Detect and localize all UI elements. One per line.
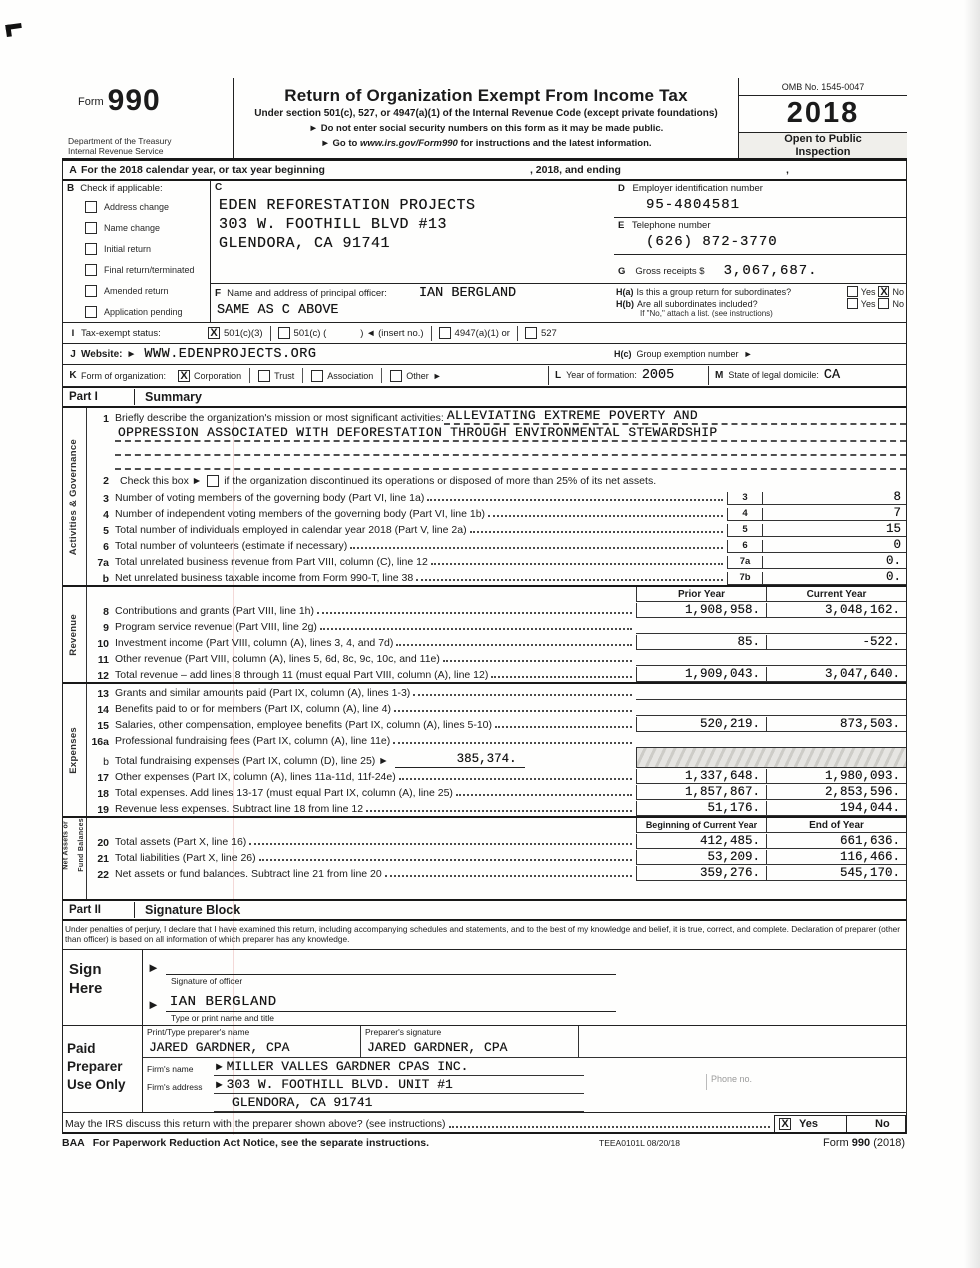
baa-label: BAA <box>62 1136 85 1149</box>
current-year-value <box>766 715 906 716</box>
current-year-value <box>766 665 906 666</box>
line-number: 21 <box>97 853 109 866</box>
part-i-title: Summary <box>145 390 202 405</box>
discontinued-checkbox[interactable] <box>207 475 219 487</box>
line-text: Total number of volunteers (estimate if necessary) <box>115 540 348 553</box>
line-number: 3 <box>103 493 109 506</box>
summary-row <box>89 849 906 865</box>
dotted-leader <box>385 875 632 877</box>
part-ii-bar <box>63 899 906 921</box>
line-value: 0. <box>763 570 906 585</box>
prior-year-value: 1,337,648. <box>636 769 766 784</box>
legal-domicile: CA <box>823 368 841 384</box>
summary-row <box>89 700 906 716</box>
dotted-leader <box>470 531 723 533</box>
dotted-leader <box>427 499 723 501</box>
prior-year-value: 1,909,043. <box>636 667 766 682</box>
line-number: 17 <box>97 772 109 785</box>
mission-text-2: OPPRESSION ASSOCIATED WITH DEFORESTATION THROUGH ENVIRONMENTAL STEWARDSHIP <box>115 425 906 442</box>
summary-row <box>89 650 906 666</box>
line-2-discontinued: 2 Check this box ► if the organization discontinued its operations or disposed of more than 25% of its net assets. <box>103 474 657 487</box>
status-checkbox[interactable] <box>85 243 97 255</box>
year-column-headers: Prior Year Current Year <box>89 587 906 602</box>
prior-year-value: 85. <box>636 635 766 650</box>
dotted-leader <box>350 547 723 549</box>
line-text: Revenue less expenses. Subtract line 18 from line 12 <box>115 803 364 816</box>
ein-value: 95-4804581 <box>646 197 741 214</box>
line-text: Salaries, other compensation, employee benefits (Part IX, column (A), lines 5-10) <box>115 719 493 732</box>
line-number: 18 <box>97 788 109 801</box>
checkbox-label: Final return/terminated <box>104 264 195 275</box>
dotted-leader <box>366 810 632 812</box>
line-number: 15 <box>97 720 109 733</box>
prior-year-value: 1,908,958. <box>636 603 766 618</box>
dotted-leader <box>320 628 632 630</box>
line-number: 14 <box>97 704 109 717</box>
asset-column-headers: Beginning of Current Year End of Year <box>89 818 906 833</box>
current-year-value: 194,044. <box>766 801 906 816</box>
part-ii-title: Signature Block <box>145 902 241 917</box>
summary-row <box>89 784 906 800</box>
summary-row <box>89 833 906 849</box>
arrow-icon: ► <box>216 1079 223 1092</box>
line-number: 20 <box>97 837 109 850</box>
other-checkbox[interactable] <box>390 370 402 382</box>
line-text: Total unrelated business revenue from Part VIII, column (C), line 12 <box>115 556 428 569</box>
phone-value: (626) 872-3770 <box>646 234 778 251</box>
firm-name-value: MILLER VALLES GARDNER CPAS INC. <box>226 1058 469 1074</box>
scan-corner-artifact <box>5 23 23 37</box>
officer-signature-line[interactable] <box>166 961 616 975</box>
527-checkbox[interactable] <box>525 327 537 339</box>
current-year-value: 1,980,093. <box>766 769 906 784</box>
status-checkbox[interactable] <box>85 306 97 318</box>
mission-text-1: ALLEVIATING EXTREME POVERTY AND <box>444 408 906 425</box>
line-number: 16a <box>91 736 109 749</box>
arrow-icon: ► <box>147 996 160 1012</box>
year-of-formation: 2005 <box>641 368 675 384</box>
org-address-1: 303 W. FOOTHILL BLVD #13 <box>219 216 448 234</box>
line-number: 10 <box>97 638 109 651</box>
dotted-leader <box>393 742 632 744</box>
dept-treasury: Department of the Treasury <box>68 135 172 146</box>
line-1-mission: 1 Briefly describe the organization's mission or most significant activities: ALLEVIATING EXTREME POVERTY AND <box>89 408 906 425</box>
prior-year-value: 359,276. <box>636 866 766 881</box>
summary-row <box>89 800 906 816</box>
omb-year-block <box>739 78 907 158</box>
line-text: Other expenses (Part IX, column (A), lines 11a-11d, 11f-24e) <box>115 771 396 784</box>
form-title: Return of Organization Exempt From Income Tax <box>284 86 688 105</box>
section-b-heading: Check if applicable: <box>80 183 163 195</box>
line-ref-box: 4 <box>727 508 763 521</box>
dotted-leader <box>456 794 632 796</box>
line-text: Contributions and grants (Part VIII, line 1h) <box>115 605 315 618</box>
line-text: Professional fundraising fees (Part IX, column (A), line 11e) <box>115 735 391 748</box>
form-990 <box>62 78 907 1149</box>
current-year-value <box>766 699 906 700</box>
line-number: 22 <box>97 869 109 882</box>
501c-checkbox[interactable] <box>278 327 290 339</box>
tax-year: 2018 <box>739 96 907 133</box>
signature-caption: Signature of officer <box>171 975 243 986</box>
checkbox-row <box>85 219 208 236</box>
form-footer <box>62 1134 907 1149</box>
preparer-name-cell: Print/Type preparer's name JARED GARDNER, CPA <box>143 1026 361 1057</box>
dotted-leader <box>488 515 723 517</box>
line-number: 19 <box>97 804 109 817</box>
checkbox-label: Address change <box>104 201 170 212</box>
principal-officer-name: IAN BERGLAND <box>418 286 517 302</box>
line-a: A For the 2018 calendar year, or tax year beginning , 2018, and ending , <box>63 161 906 181</box>
summary-row <box>89 489 906 505</box>
line-j-website: J Website: ► WWW.EDENPROJECTS.ORG H(c) Group exemption number ► <box>63 344 906 365</box>
paperwork-notice: For Paperwork Reduction Act Notice, see the separate instructions. <box>92 1136 430 1149</box>
line-text: Total assets (Part X, line 16) <box>115 836 247 849</box>
dotted-leader <box>396 644 632 646</box>
form-code: TEEA0101L 08/20/18 <box>599 1137 681 1148</box>
association-checkbox[interactable] <box>311 370 323 382</box>
line-number: 4 <box>103 509 109 522</box>
current-year-value: 116,466. <box>766 850 906 865</box>
part-ii-label: Part II <box>63 902 135 918</box>
dotted-leader <box>259 859 632 861</box>
blank-mission-line <box>115 456 906 470</box>
entity-section <box>63 181 906 323</box>
irs-url: www.irs.gov/Form990 <box>359 138 458 149</box>
form-note-1: ► Do not enter social security numbers on this form as it may be made public. <box>308 123 664 134</box>
line-value: 15 <box>763 522 906 537</box>
summary-row <box>89 521 906 537</box>
line-text: Net assets or fund balances. Subtract line 21 from line 20 <box>115 868 382 881</box>
summary-row <box>89 684 906 700</box>
501c3-checkbox[interactable] <box>208 327 220 339</box>
section-c-label: C <box>215 182 223 194</box>
checkbox-label: Name change <box>104 222 161 233</box>
omb-number: OMB No. 1545-0047 <box>739 78 907 96</box>
summary-row <box>89 602 906 618</box>
checkbox-row <box>85 198 208 215</box>
line-value: 8 <box>763 490 906 505</box>
summary-row <box>89 732 906 748</box>
4947a1-checkbox[interactable] <box>439 327 451 339</box>
line-text: Total expenses. Add lines 13-17 (must equal Part IX, column (A), line 25) <box>115 787 453 800</box>
checkbox-label: Initial return <box>104 243 152 254</box>
dotted-leader <box>431 563 723 565</box>
revenue-group <box>63 585 906 682</box>
org-name: EDEN REFORESTATION PROJECTS <box>219 197 476 215</box>
line-16b-fundraising: b Total fundraising expenses (Part IX, column (D), line 25) ► 385,374. <box>89 748 906 768</box>
current-year-value <box>766 633 906 634</box>
line-a-label: A <box>69 164 77 177</box>
summary-row <box>89 768 906 784</box>
ha-no-checkbox[interactable] <box>878 286 889 297</box>
dotted-leader <box>249 843 632 845</box>
irs-discuss-row: May the IRS discuss this return with the preparer shown above? (see instructions) X Yes No <box>63 1113 906 1134</box>
section-c-org <box>211 181 614 283</box>
line-text: Number of independent voting members of the governing body (Part VI, line 1b) <box>115 508 486 521</box>
line-text: Program service revenue (Part VIII, line 2g) <box>115 621 317 634</box>
officer-address: SAME AS C ABOVE <box>217 303 339 319</box>
dotted-leader <box>491 676 632 678</box>
prior-year-value: 51,176. <box>636 801 766 816</box>
summary-row <box>89 505 906 521</box>
prior-year-value <box>636 699 766 700</box>
form-title-block <box>234 78 739 158</box>
line-number: 11 <box>97 654 109 667</box>
prior-year-value <box>636 665 766 666</box>
prior-year-value: 1,857,867. <box>636 785 766 800</box>
line-ref-box: 7a <box>727 556 763 569</box>
arrow-icon: ► <box>432 370 442 381</box>
arrow-icon: ► <box>126 348 137 360</box>
form-number: 990 <box>107 84 161 117</box>
perjury-statement: Under penalties of perjury, I declare that I have examined this return, including accompanying schedules and statements, and to the best of my knowledge and belief, it is true, correct, and complete. Declaration of preparer (other than officer) is based on all information of which preparer has any knowledge. <box>63 921 906 950</box>
prior-year-value <box>636 715 766 716</box>
line-number: 6 <box>103 541 109 554</box>
summary-row <box>89 553 906 569</box>
prior-year-value: 53,209. <box>636 850 766 865</box>
discuss-yes-checkbox[interactable] <box>779 1118 791 1130</box>
line-number: 9 <box>103 622 109 635</box>
current-year-value: -522. <box>766 635 906 650</box>
checkbox-row <box>85 282 208 299</box>
form-number-block <box>62 78 234 158</box>
current-year-value: 545,170. <box>766 866 906 881</box>
open-to-public: Open to Public Inspection <box>739 133 907 158</box>
firm-address-row: Firm's address ► 303 W. FOOTHILL BLVD. UNIT #1 <box>143 1076 906 1094</box>
status-checkbox[interactable] <box>85 201 97 213</box>
line-value: 0 <box>763 538 906 553</box>
arrow-icon: ► <box>308 123 319 134</box>
net-assets-group <box>63 816 906 899</box>
section-b-checkboxes <box>63 181 211 322</box>
status-checkbox[interactable] <box>85 264 97 276</box>
governance-group <box>63 408 906 585</box>
summary-row <box>89 569 906 585</box>
section-h: H(a) Is this a group return for subordinates? Yes X No H(b) Are all subordinates included? Yes No If "No," attach a list. (see instructions) <box>614 283 906 322</box>
line-number: 7a <box>97 557 109 570</box>
current-year-value: 661,636. <box>766 834 906 849</box>
current-year-value: 873,503. <box>766 717 906 732</box>
trust-checkbox[interactable] <box>258 370 270 382</box>
current-year-value: 2,853,596. <box>766 785 906 800</box>
preparer-signature-value: JARED GARDNER, CPA <box>367 1039 508 1055</box>
corporation-checkbox[interactable] <box>178 370 190 382</box>
section-f-officer: F Name and address of principal officer: IAN BERGLAND SAME AS C ABOVE <box>211 283 614 322</box>
section-deg <box>614 181 906 283</box>
line-number: 8 <box>103 606 109 619</box>
firm-address-value: 303 W. FOOTHILL BLVD. UNIT #1 <box>226 1076 453 1092</box>
summary-row <box>89 618 906 634</box>
line-ref-box: 5 <box>727 524 763 537</box>
hb-yes-checkbox[interactable] <box>847 298 858 309</box>
preparer-name-value: JARED GARDNER, CPA <box>149 1039 290 1055</box>
current-year-value: 3,048,162. <box>766 603 906 618</box>
sign-here-block: Sign Here ► Signature of officer ► IAN BERGLAND Type or print name and title <box>63 950 906 1026</box>
dotted-leader <box>413 694 632 696</box>
printed-name-caption: Type or print name and title <box>171 1012 275 1023</box>
line-value: 0. <box>763 554 906 569</box>
paid-preparer-block: Paid Preparer Use Only Print/Type preparer's name JARED GARDNER, CPA Preparer's signature JARED GARDNER, CPA Firm's name ► MILLER VALLES GARDNER CPAS INC. Firm's address ► 303 W. FOOTHILL BLVD. UNIT #1 GLENDORA, CA 91741 Phone no. <box>63 1026 906 1113</box>
current-year-value: 3,047,640. <box>766 667 906 682</box>
firm-name-row: Firm's name ► MILLER VALLES GARDNER CPAS INC. <box>143 1058 906 1076</box>
section-g-gross-receipts: G Gross receipts $ 3,067,687. <box>618 263 818 280</box>
shaded-cell <box>636 748 906 768</box>
part-i-label: Part I <box>63 389 135 405</box>
line-ref-box: 3 <box>727 492 763 505</box>
line-text: Net unrelated business taxable income from Form 990-T, line 38 <box>115 572 414 585</box>
line-value: 7 <box>763 506 906 521</box>
prior-year-value <box>636 633 766 634</box>
fundraising-expenses-value: 385,374. <box>395 752 525 768</box>
checkbox-row <box>85 303 208 320</box>
status-checkbox[interactable] <box>85 285 97 297</box>
sidebar-governance: Activities & Governance <box>68 438 80 555</box>
line-ref-box: 7b <box>727 572 763 585</box>
dotted-leader <box>495 726 632 728</box>
hb-no-checkbox[interactable] <box>878 298 889 309</box>
line-text: Benefits paid to or for members (Part IX, column (A), line 4) <box>115 703 392 716</box>
line-text: Total liabilities (Part X, line 26) <box>115 852 256 865</box>
dotted-leader <box>394 710 632 712</box>
line-number: 13 <box>97 688 109 701</box>
line-text: Total number of individuals employed in calendar year 2018 (Part V, line 2a) <box>115 524 467 537</box>
summary-row <box>89 537 906 553</box>
section-b-label: B <box>67 183 75 195</box>
arrow-icon: ► <box>216 1061 223 1074</box>
dotted-leader <box>443 660 632 662</box>
ha-yes-checkbox[interactable] <box>847 286 858 297</box>
scan-edge-shadow <box>964 0 980 1268</box>
gross-receipts-value: 3,067,687. <box>723 263 818 280</box>
line-text: Total revenue – add lines 8 through 11 (must equal Part VIII, column (A), line 12) <box>115 669 489 682</box>
form-note-2: ► Go to www.irs.gov/Form990 for instructions and the latest information. <box>320 138 652 149</box>
sidebar-expenses: Expenses <box>68 726 80 774</box>
expenses-group <box>63 682 906 816</box>
blank-mission-line <box>115 442 906 456</box>
prior-year-value: 520,219. <box>636 717 766 732</box>
checkbox-label: Amended return <box>104 285 169 296</box>
checkbox-label: Application pending <box>104 306 183 317</box>
phone-label-faint: Phone no. <box>706 1074 756 1090</box>
prior-year-value: 412,485. <box>636 834 766 849</box>
preparer-signature-cell: Preparer's signature JARED GARDNER, CPA <box>361 1026 579 1057</box>
sidebar-revenue: Revenue <box>68 613 80 656</box>
checkbox-row <box>85 240 208 257</box>
officer-printed-name: IAN BERGLAND <box>166 988 616 1012</box>
firm-city-value: GLENDORA, CA 91741 <box>214 1095 584 1112</box>
part-i-bar <box>63 387 906 408</box>
summary-row <box>89 865 906 881</box>
irs: Internal Revenue Service <box>68 145 164 156</box>
hb-note: If "No," attach a list. (see instructions) <box>640 309 773 319</box>
summary-row <box>89 716 906 732</box>
org-address-2: GLENDORA, CA 91741 <box>219 234 391 252</box>
section-d-ein: D Employer identification number 95-4804581 <box>614 181 906 218</box>
sidebar-net-assets: Net Assets or Fund Balances <box>62 818 86 872</box>
arrow-icon: ► <box>147 959 160 975</box>
line-text: Grants and similar amounts paid (Part IX, column (A), lines 1-3) <box>115 687 411 700</box>
line-k-organization: K Form of organization: X Corporation Trust Association Other ► L Year of formation: 2005 M State of legal domicile: CA <box>63 365 906 387</box>
section-e-phone: E Telephone number (626) 872-3770 <box>614 218 906 255</box>
arrow-icon: ► <box>320 138 330 149</box>
line-text: Investment income (Part VIII, column (A), lines 3, 4, and 7d) <box>115 637 394 650</box>
line-ref-box: 6 <box>727 540 763 553</box>
checkbox-row <box>85 261 208 278</box>
summary-row <box>89 666 906 682</box>
form-header <box>62 78 907 161</box>
line-number: 5 <box>103 525 109 538</box>
line-text: Number of voting members of the governing body (Part VI, line 1a) <box>115 492 425 505</box>
form-word: Form <box>78 96 104 108</box>
firm-city-row <box>143 1094 906 1112</box>
form-subtitle: Under section 501(c), 527, or 4947(a)(1) of the Internal Revenue Code (except private foundations) <box>254 108 718 119</box>
arrow-icon: ► <box>743 349 753 360</box>
status-checkbox[interactable] <box>85 222 97 234</box>
line-number: b <box>102 573 109 586</box>
line-i-tax-exempt: I Tax-exempt status: X 501(c)(3) 501(c) ( ) ◄ (insert no.) 4947(a)(1) or 527 <box>63 323 906 344</box>
line-number: 12 <box>97 670 109 683</box>
dotted-leader <box>317 612 632 614</box>
dotted-leader <box>416 579 723 581</box>
summary-row <box>89 634 906 650</box>
website-value: WWW.EDENPROJECTS.ORG <box>144 346 317 362</box>
line-text: Other revenue (Part VIII, column (A), lines 5, 6d, 8c, 9c, 10c, and 11e) <box>115 653 440 666</box>
form-id: Form 990 (2018) <box>823 1136 905 1149</box>
dotted-leader <box>399 778 632 780</box>
